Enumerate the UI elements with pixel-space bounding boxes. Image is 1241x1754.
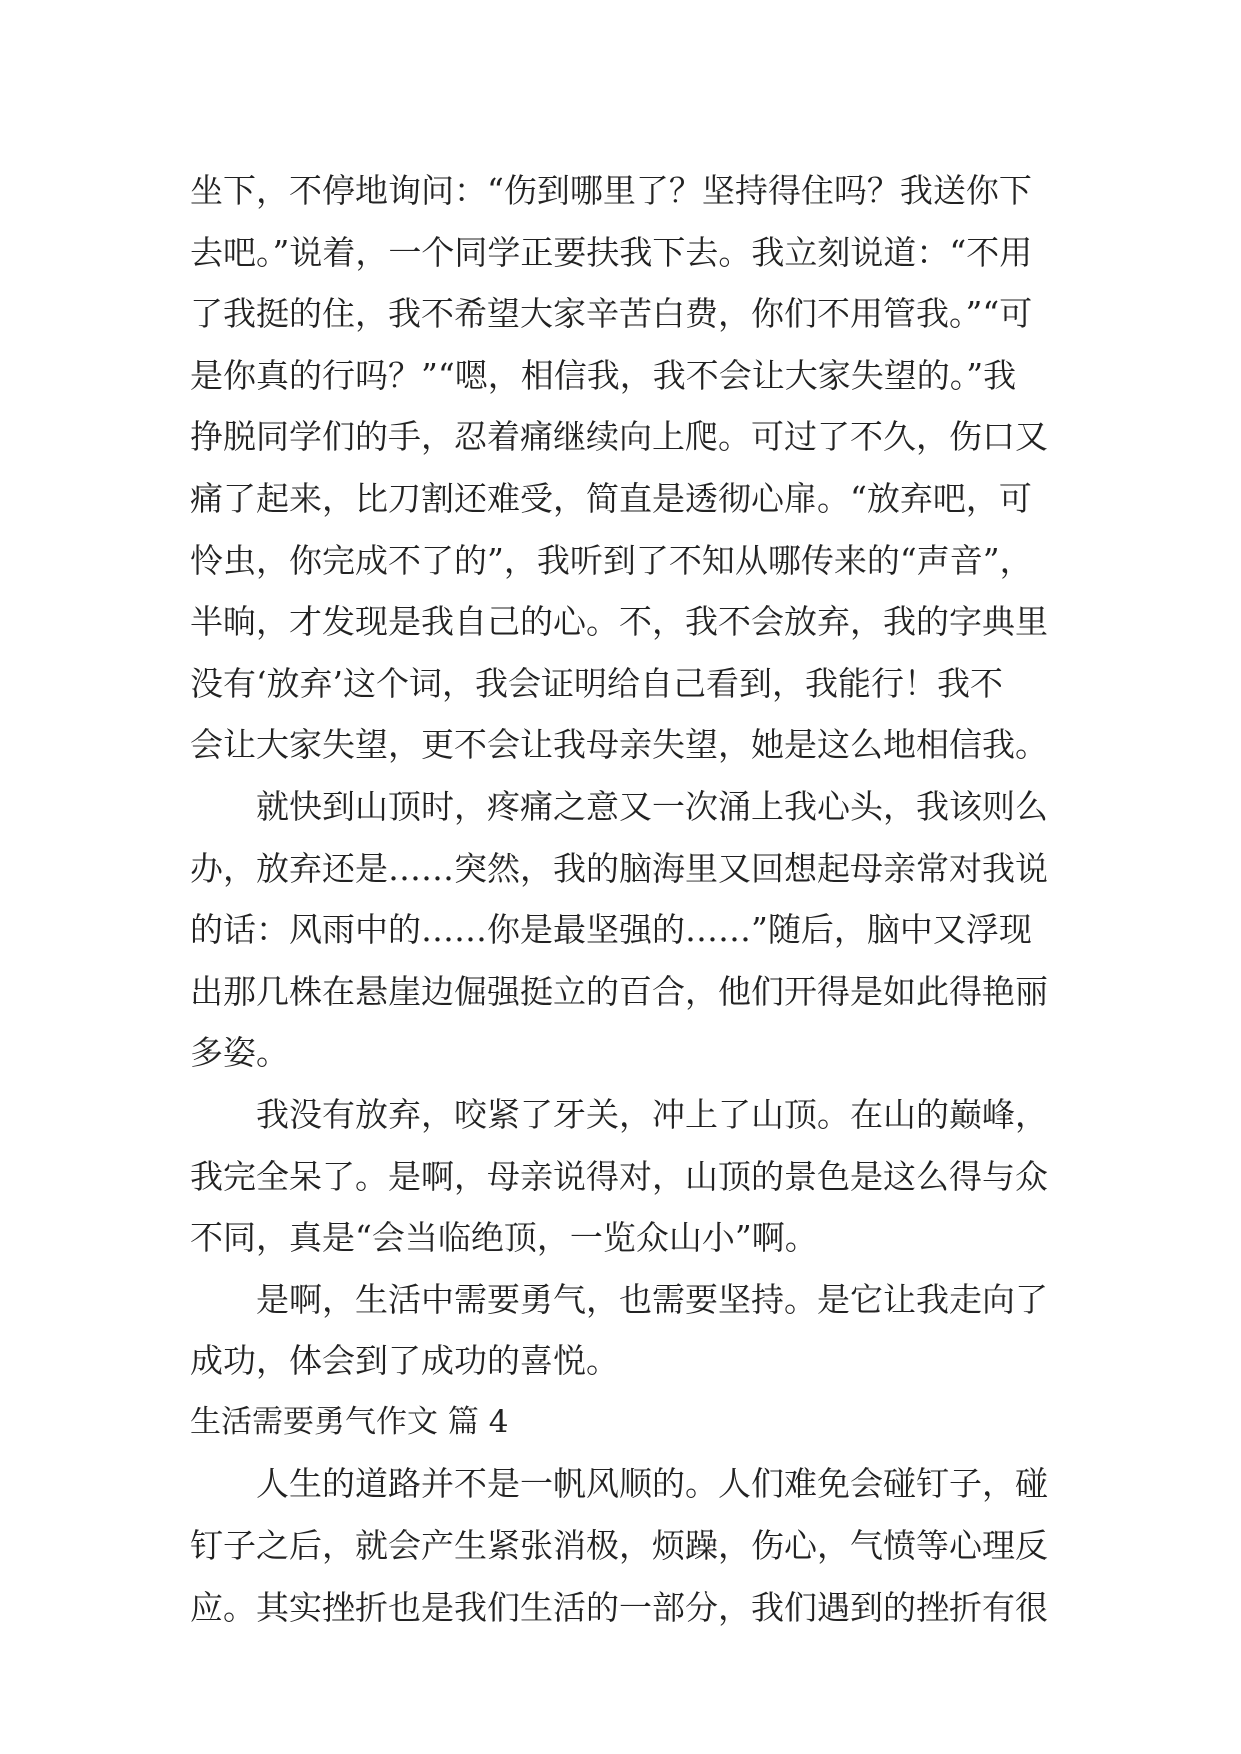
text-line: 钉子之后，就会产生紧张消极，烦躁，伤心，气愤等心理反 (190, 1526, 1048, 1566)
text-line: 会让大家失望，更不会让我母亲失望，她是这么地相信我。 (190, 725, 1048, 765)
text-line: 痛了起来，比刀割还难受，简直是透彻心扉。“放弃吧，可 (190, 478, 1032, 518)
document-body (190, 160, 1060, 1638)
text-line: 是你真的行吗？”“嗯，相信我，我不会让大家失望的。”我 (190, 355, 1017, 395)
paragraph-first-line: 就快到山顶时，疼痛之意又一次涌上我心头，我该则么 (256, 786, 1048, 826)
text-line: 半晌，才发现是我自己的心。不，我不会放弃，我的字典里 (190, 602, 1048, 642)
text-line: 我完全呆了。是啊，母亲说得对，山顶的景色是这么得与众 (190, 1156, 1048, 1196)
text-line: 应。其实挫折也是我们生活的一部分，我们遇到的挫折有很 (190, 1587, 1048, 1627)
text-line: 了我挺的住，我不希望大家辛苦白费，你们不用管我。”“可 (190, 294, 1033, 334)
text-line: 没有‘放弃’这个词，我会证明给自己看到，我能行！我不 (190, 663, 1003, 703)
text-line: 坐下，不停地询问：“伤到哪里了？坚持得住吗？我送你下 (190, 171, 1032, 210)
text-line: 成功，体会到了成功的喜悦。 (190, 1341, 619, 1381)
text-line: 办，放弃还是……突然，我的脑海里又回想起母亲常对我说 (190, 848, 1048, 888)
paragraph-first-line: 我没有放弃，咬紧了牙关，冲上了山顶。在山的巅峰， (256, 1094, 1048, 1134)
text-line: 的话：风雨中的……你是最坚强的……”随后，脑中又浮现 (190, 910, 1032, 950)
text-line: 多姿。 (190, 1033, 289, 1073)
text-line: 去吧。”说着，一个同学正要扶我下去。我立刻说道：“不用 (190, 232, 1033, 272)
text-line: 出那几株在悬崖边倔强挺立的百合，他们开得是如此得艳丽 (190, 971, 1048, 1011)
section-heading: 生活需要勇气作文 篇 4 (190, 1403, 509, 1440)
paragraph-first-line: 是啊，生活中需要勇气，也需要坚持。是它让我走向了 (256, 1279, 1048, 1319)
text-line: 不同，真是“会当临绝顶，一览众山小”啊。 (190, 1218, 818, 1258)
text-line: 挣脱同学们的手，忍着痛继续向上爬。可过了不久，伤口又 (190, 417, 1048, 457)
text-line: 怜虫，你完成不了的”，我听到了不知从哪传来的“声音”， (190, 540, 1033, 580)
paragraph-first-line: 人生的道路并不是一帆风顺的。人们难免会碰钉子，碰 (256, 1464, 1048, 1504)
